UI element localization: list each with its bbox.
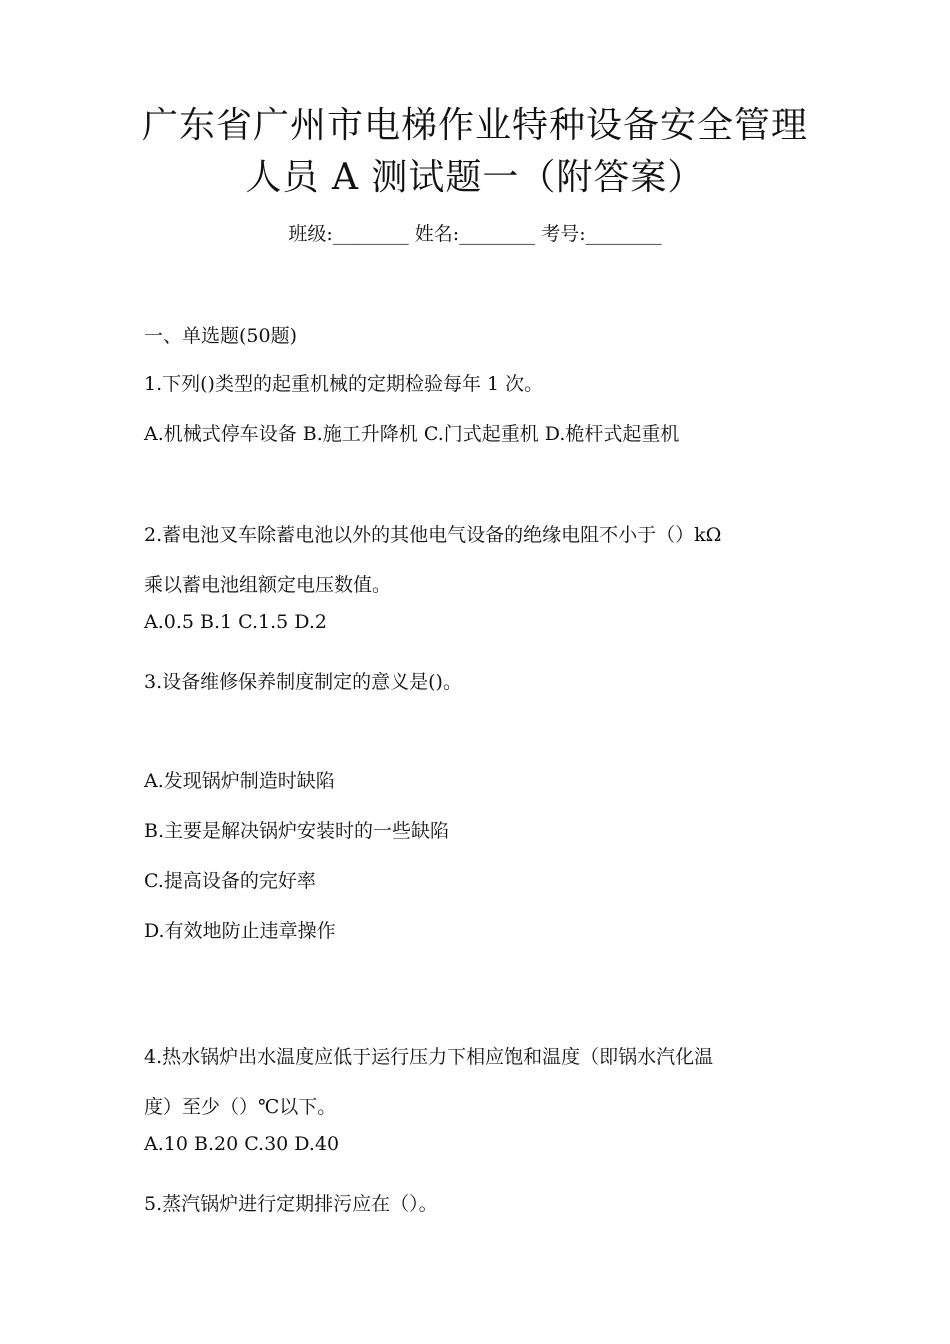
question-3-option-a: A.发现锅炉制造时缺陷 — [144, 770, 335, 792]
section-title: 一、单选题(50题) — [144, 325, 298, 347]
question-1-stem: 1.下列()类型的起重机械的定期检验每年 1 次。 — [144, 373, 544, 395]
document-title-line1: 广东省广州市电梯作业特种设备安全管理 — [141, 105, 808, 146]
question-3-option-b: B.主要是解决锅炉安装时的一些缺陷 — [144, 820, 450, 842]
question-2-stem-line2: 乘以蓄电池组额定电压数值。 — [144, 574, 392, 596]
question-5-stem: 5.蒸汽锅炉进行定期排污应在（）。 — [144, 1193, 438, 1215]
document-title-line2: 人员 A 测试题一（附答案） — [245, 157, 705, 198]
question-4-stem-line2: 度）至少（）℃以下。 — [144, 1096, 337, 1118]
question-4-options: A.10 B.20 C.30 D.40 — [144, 1133, 340, 1155]
student-info-line: 班级:________ 姓名:________ 考号:________ — [288, 223, 662, 245]
question-3-option-c: C.提高设备的完好率 — [144, 870, 316, 892]
question-3-stem: 3.设备维修保养制度制定的意义是()。 — [144, 671, 462, 693]
question-2-options: A.0.5 B.1 C.1.5 D.2 — [144, 611, 327, 633]
question-1-options: A.机械式停车设备 B.施工升降机 C.门式起重机 D.桅杆式起重机 — [144, 423, 680, 445]
question-2-stem-line1: 2.蓄电池叉车除蓄电池以外的其他电气设备的绝缘电阻不小于（）kΩ — [144, 524, 722, 546]
question-4-stem-line1: 4.热水锅炉出水温度应低于运行压力下相应饱和温度（即锅水汽化温 — [144, 1046, 714, 1068]
question-3-option-d: D.有效地防止违章操作 — [144, 920, 336, 942]
